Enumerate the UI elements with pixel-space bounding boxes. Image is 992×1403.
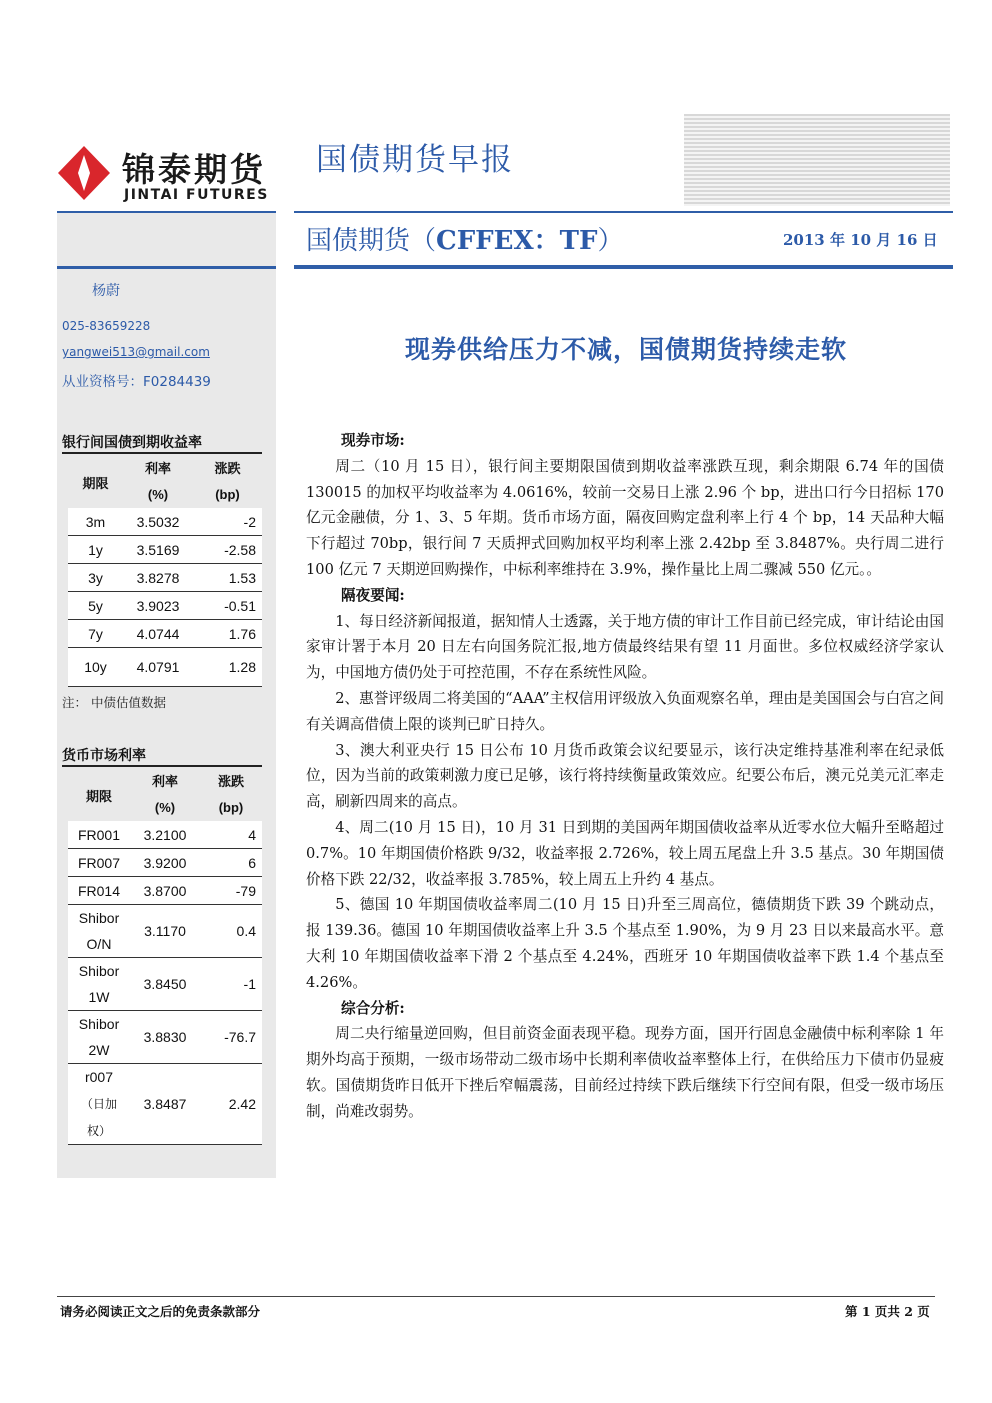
rate-cell: 3.8700 — [130, 877, 200, 905]
change-cell: -2 — [193, 508, 262, 536]
term-cell: FR001 — [68, 821, 130, 849]
table-row — [68, 821, 262, 849]
sidebar-blue-rule — [57, 266, 276, 269]
change-cell: 1.53 — [193, 564, 262, 592]
change-cell: 1.76 — [193, 620, 262, 648]
term-cell: 10y — [68, 648, 123, 687]
table-row — [68, 958, 262, 1011]
table-note: 注： 中债估值数据 — [62, 695, 166, 710]
rate-cell: 3.9023 — [123, 592, 193, 620]
col-change-unit: (bp) — [215, 487, 240, 502]
term-line2: 1W — [88, 989, 110, 1005]
change-cell: -76.7 — [200, 1011, 262, 1064]
subtitle-code: CFFEX：TF — [436, 226, 598, 256]
table-row — [68, 508, 262, 536]
section-heading-night: 隔夜要闻: — [341, 586, 405, 604]
term-line2: （日加权） — [80, 1097, 117, 1138]
rate-cell: 3.9200 — [130, 849, 200, 877]
term-cell: 3m — [68, 508, 123, 536]
change-cell: 6 — [200, 849, 262, 877]
main-blue-rule — [294, 265, 953, 269]
change-cell: 2.42 — [200, 1064, 262, 1145]
table-row — [68, 620, 262, 648]
term-line1: Shibor — [78, 1016, 120, 1032]
analyst-email-link[interactable]: yangwei513@gmail.com — [62, 345, 210, 359]
paragraph-news-4: 4、周二(10 月 15 日)，10 月 31 日到期的美国两年期国债收益率从近零水位大幅升至略超过 0.7%。10 年期国债价格跌 9/32，收益率报 2.726%，较上周五尾盘上升 3.5 基点。30 年期国债价格下跌 22/32，收益率报 3.785%，较上周五上升约 4 基点。 — [306, 818, 944, 888]
col-rate-label: 利率 — [144, 461, 171, 476]
change-cell: 1.28 — [193, 648, 262, 687]
subtitle-suffix: ） — [597, 226, 624, 256]
term-line2: 2W — [88, 1042, 110, 1058]
col-term: 期限 — [85, 788, 112, 804]
change-cell: -79 — [200, 877, 262, 905]
col-term: 期限 — [82, 475, 109, 491]
term-cell — [68, 905, 130, 958]
term-line1: Shibor — [78, 963, 120, 979]
table-row — [68, 564, 262, 592]
sidebar-top-rule — [57, 211, 276, 213]
paragraph-spot: 周二（10 月 15 日），银行间主要期限国债到期收益率涨跌互现，剩余期限 6.74 年的国债 130015 的加权平均收益率为 4.0616%，较前一交易日上涨 2.96 个 bp，进出口行今日招标 170 亿元金融债，分 1、3、5 年期。货币市场方面，隔夜回购定盘利率上行 4 个 bp，14 天品种大幅下行超过 70bp，银行间 7 天质押式回购加权平均利率上涨 2.42bp 至 3.8487%。央行周二进行 100 亿元 7 天期逆回购操作，中标利率维持在 3.9%，操作量比上周二骤减 550 亿元。。 — [306, 457, 944, 578]
col-change — [200, 769, 262, 821]
rate-cell: 3.8450 — [130, 958, 200, 1011]
logo-icon — [58, 146, 110, 200]
table-row — [68, 877, 262, 905]
footer-disclaimer: 请务必阅读正文之后的免责条款部分 — [60, 1304, 261, 1319]
report-title: 国债期货早报 — [316, 142, 514, 178]
col-rate-label: 利率 — [151, 774, 178, 789]
section-heading-analysis: 综合分析: — [341, 999, 405, 1017]
rate-cell: 3.8487 — [130, 1064, 200, 1145]
col-change-label: 涨跌 — [214, 461, 241, 476]
col-rate-unit: (%) — [154, 800, 176, 815]
paragraph-analysis: 周二央行缩量逆回购，但目前资金面表现平稳。现券方面，国开行固息金融债中标利率除 1 年期外均高于预期，一级市场带动二级市场中长期利率债收益率整体上行，在供给压力下债市仍显疲软。国债期货昨日低开下挫后窄幅震荡，目前经过持续下跌后继续下行空间有限，但受一级市场压制，尚难改弱势。 — [306, 1025, 944, 1120]
term-cell: 7y — [68, 620, 123, 648]
subtitle-prefix: 国债期货（ — [306, 226, 437, 256]
decorative-stripe-panel — [684, 114, 950, 206]
table-row — [68, 536, 262, 564]
col-change-label: 涨跌 — [217, 774, 244, 789]
change-cell: -1 — [200, 958, 262, 1011]
brand-name-cn: 锦泰期货 — [122, 150, 266, 189]
section-heading-spot: 现券市场: — [341, 432, 405, 449]
money-table-rule — [62, 765, 262, 767]
paragraph-news-5: 5、德国 10 年期国债收益率周二(10 月 15 日)升至三周高位，德债期货下跌 39 个跳动点，报 139.36。德国 10 年期国债收益率上升 3.5 个基点至 1.90%，为 9 月 23 日以来最高水平。意大利 10 年期国债收益率下滑 2 个基点至 4.24%，西班牙 10 年期国债收益率下跌 1.4 个基点至 4.26%。 — [306, 896, 944, 991]
table-row — [68, 849, 262, 877]
analyst-name: 杨蔚 — [92, 283, 120, 299]
analyst-phone: 025-83659228 — [62, 319, 151, 333]
table-row — [68, 1011, 262, 1064]
rate-cell: 3.2100 — [130, 821, 200, 849]
term-cell: 1y — [68, 536, 123, 564]
term-line1: r007 — [84, 1069, 114, 1085]
term-cell: 3y — [68, 564, 123, 592]
col-change — [193, 456, 262, 508]
term-cell: FR007 — [68, 849, 130, 877]
term-cell — [68, 958, 130, 1011]
money-table-title: 货币市场利率 — [62, 748, 146, 764]
rate-cell: 4.0744 — [123, 620, 193, 648]
rate-cell: 3.8278 — [123, 564, 193, 592]
main-top-rule — [294, 211, 953, 213]
rate-cell: 4.0791 — [123, 648, 193, 687]
report-subtitle — [306, 220, 623, 257]
term-cell: 5y — [68, 592, 123, 620]
change-cell: -2.58 — [193, 536, 262, 564]
term-line1: Shibor — [78, 910, 120, 926]
bond-table-rule — [62, 452, 262, 454]
table-row — [68, 1064, 262, 1145]
col-rate-unit: (%) — [147, 487, 169, 502]
paragraph-news-1: 1、每日经济新闻报道，据知情人士透露，关于地方债的审计工作目前已经完成，审计结论由国家审计署于本月 20 日左右向国务院汇报,地方债最终结果有望 11 月面世。多位权威经济学家认为，中国地方债仍处于可控范围，不存在系统性风险。 — [306, 612, 944, 682]
table-row — [68, 592, 262, 620]
col-change-unit: (bp) — [218, 800, 244, 815]
brand-name-en: JINTAI FUTURES — [124, 187, 269, 203]
article-body — [306, 428, 944, 1125]
rate-cell: 3.1170 — [130, 905, 200, 958]
report-date: 2013 年 10 月 16 日 — [783, 231, 938, 249]
col-rate — [130, 769, 200, 821]
change-cell: 0.4 — [200, 905, 262, 958]
money-rate-table — [68, 769, 262, 1145]
change-cell: 4 — [200, 821, 262, 849]
term-cell — [68, 1064, 130, 1145]
article-headline: 现券供给压力不减，国债期货持续走软 — [404, 335, 847, 364]
analyst-license: 从业资格号：F0284439 — [62, 374, 211, 390]
bond-yield-table — [68, 456, 262, 687]
term-line2: O/N — [86, 936, 112, 952]
footer-rule — [57, 1296, 935, 1297]
page-number: 第 1 页共 2 页 — [845, 1304, 930, 1319]
term-cell — [68, 1011, 130, 1064]
table-row — [68, 648, 262, 687]
rate-cell: 3.5032 — [123, 508, 193, 536]
col-rate — [123, 456, 193, 508]
rate-cell: 3.8830 — [130, 1011, 200, 1064]
bond-table-title: 银行间国债到期收益率 — [62, 435, 202, 451]
paragraph-news-2: 2、惠誉评级周二将美国的“AAA”主权信用评级放入负面观察名单，理由是美国国会与白宫之间有关调高借债上限的谈判已旷日持久。 — [306, 689, 944, 733]
table-row — [68, 905, 262, 958]
rate-cell: 3.5169 — [123, 536, 193, 564]
term-cell: FR014 — [68, 877, 130, 905]
paragraph-news-3: 3、澳大利亚央行 15 日公布 10 月货币政策会议纪要显示，该行决定维持基准利率在纪录低位，因为当前的政策刺激力度已足够，该行将持续衡量政策效应。纪要公布后，澳元兑美元汇率走高，刷新四周来的高点。 — [306, 741, 944, 811]
change-cell: -0.51 — [193, 592, 262, 620]
